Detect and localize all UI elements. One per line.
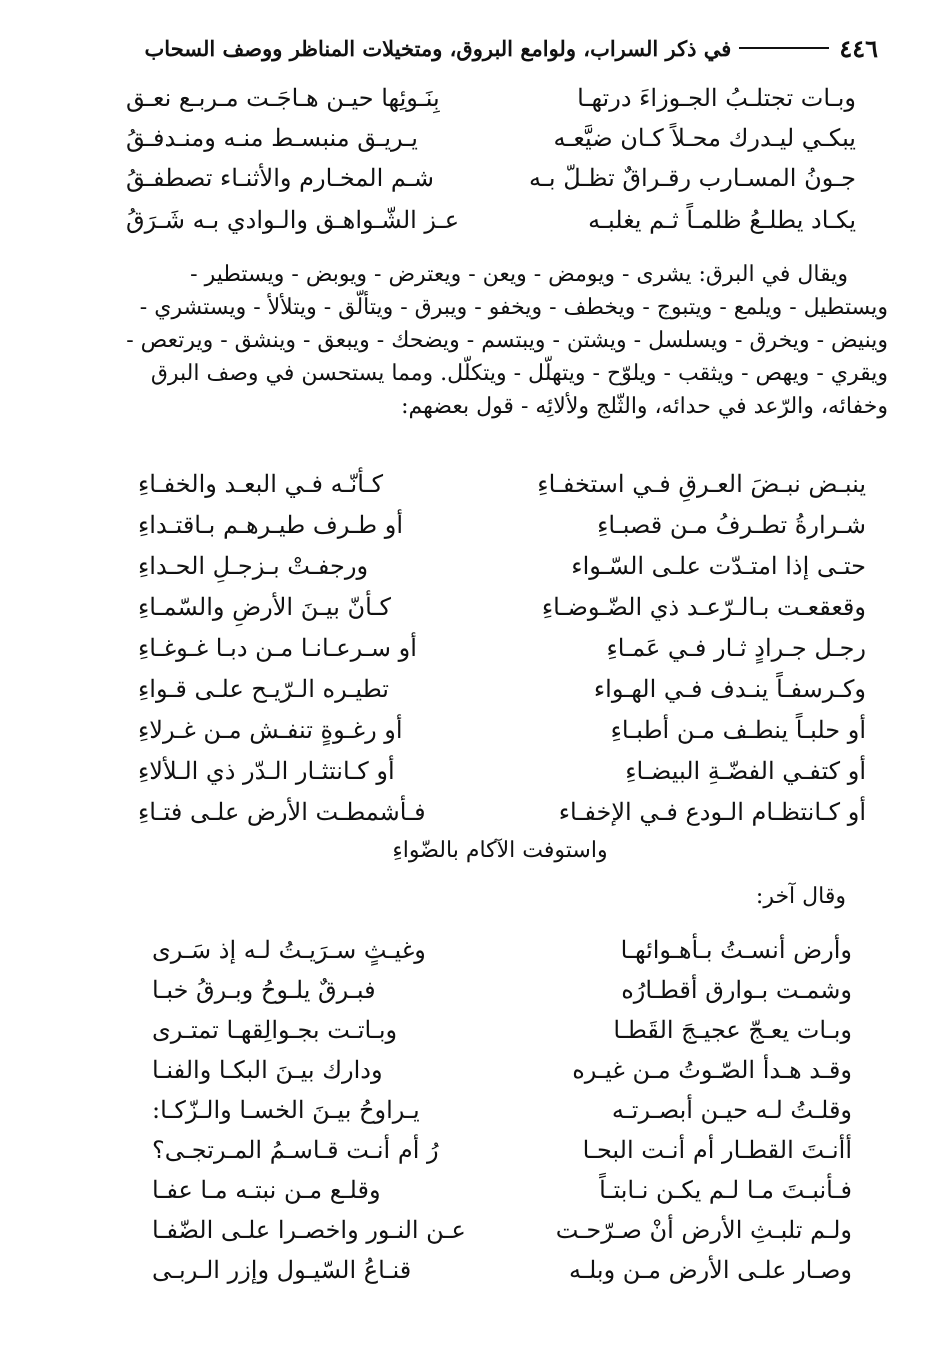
poem-couplet: [126, 84, 856, 112]
poem-couplet: [152, 1216, 852, 1244]
second-hemistich: أو طـرف طيـرهـم بـاقتـداءِ: [138, 511, 403, 539]
second-hemistich: أو سـرعـانـا مـن دبـا غـوغـاءِ: [138, 634, 417, 662]
poem-couplet: [152, 1136, 852, 1164]
first-hemistich: حتـى إذا امتـدّت علـى السّـواء: [571, 552, 866, 580]
second-hemistich: وبـاتـت بجـوالِقهـا تمتـرى: [152, 1016, 398, 1044]
second-hemistich: رُ أم أنـت قـاسـمُ المـرتجـى؟: [152, 1136, 439, 1164]
first-hemistich: وبـات يعـجّ عجيـجَ القَطـا: [613, 1016, 852, 1044]
first-hemistich: وقلـتُ لـه حيـن أبصـرتـه: [611, 1096, 852, 1124]
poem-couplet: [152, 1176, 852, 1204]
poem-couplet: [126, 124, 856, 152]
prose-line: ويقري - ويهص - ويثقب - ويلوّح - ويتهلّل - ويتكلّل. ومما يستحسن في وصف البرق: [150, 361, 888, 386]
poem-couplet: [152, 1256, 852, 1284]
second-hemistich: فـأشمطـت الأرض علـى فتـاءِ: [138, 798, 426, 826]
first-hemistich: أو كتفـي الفضّـةِ البيضـاءِ: [625, 757, 866, 785]
second-hemistich: تطيـره الـرّيـح علـى قـواءِ: [138, 675, 389, 703]
section-label: وقال آخر:: [755, 884, 846, 909]
second-hemistich: وغيـثٍ سـرَيـتُ لـه إذ سَـرى: [152, 936, 426, 964]
poem-couplet: [138, 675, 866, 703]
first-hemistich: وصـار علـى الأرض مـن وبلـه: [569, 1256, 852, 1284]
second-hemistich: يـريـق منبسـط منـه ومنـدفـقُ: [126, 124, 418, 152]
second-hemistich: أو كـانتثـار الـدّر ذي الـلألاءِ: [138, 757, 395, 785]
second-hemistich: وقلـع مـن نبتـه مـا عفـا: [152, 1176, 381, 1204]
poem-couplet: [126, 164, 856, 192]
poem-couplet: [138, 593, 866, 621]
poem-couplet: [152, 976, 852, 1004]
second-hemistich: ودارك بيـنَ البكـا والفنـا: [152, 1056, 383, 1084]
first-hemistich: شـرارةُ تطـرفُ مـن قصبـاءِ: [597, 511, 866, 539]
second-hemistich: يـراوحُ بيـنَ الخسـا والـزّكـا:: [152, 1096, 420, 1124]
first-hemistich: يكـاد يطلـعُ ظلمـاً ثـم يغلبـه: [588, 206, 856, 234]
prose-line: وينيض - ويخرق - ويسلسل - ويشتن - ويبتسم - ويضحك - ويبعق - وينشق - ويرتعص -: [126, 328, 888, 353]
first-hemistich: أو كـانتظـام الـودع فـي الإخفـاء: [558, 798, 866, 826]
prose-line: ويقال في البرق: يشرى - ويومض - ويعن - ويعترض - ويوبض - ويستطير -: [190, 262, 848, 287]
poem-couplet: [138, 716, 866, 744]
second-hemistich: شـم المخـارم والأثنـاء تصطفـقُ: [126, 164, 435, 192]
second-hemistich: قنـاعُ السّيـول وإزر الـربـى: [152, 1256, 412, 1284]
first-hemistich: ولـم تلبـثِ الأرض أنْ صـرّحـت: [555, 1216, 852, 1244]
poem-couplet: [138, 798, 866, 826]
poem-couplet: [152, 1096, 852, 1124]
first-hemistich: فـأنبـتَ مـا لـم يكـن نـابتـاً: [599, 1176, 852, 1204]
first-hemistich: أأنـتَ القطـار أم أنـت البحـا: [582, 1136, 852, 1164]
page-number: ٤٤٦: [839, 33, 878, 63]
second-hemistich: أو رغـوةٍ تنفـش مـن غـرلاءِ: [138, 716, 403, 744]
second-hemistich: ورجفـتْ بـزجـلِ الحـداءِ: [138, 552, 369, 580]
first-hemistich: وأرض أنسـتُ بـأهـوائهـا: [620, 936, 852, 964]
prose-paragraph: [112, 258, 888, 423]
first-hemistich: وشمـت بـوارق أقطـارُه: [621, 976, 852, 1004]
first-hemistich: وقـد هـدأ الصّـوتُ مـن غيـره: [572, 1056, 852, 1084]
poem-couplet: [152, 1016, 852, 1044]
first-hemistich: وبـات تجتلـبُ الجـوزاءَ درتهـا: [577, 84, 856, 112]
closing-verse: واستوفت الآكام بالضّواءِ: [392, 838, 608, 863]
page-header: [118, 30, 878, 66]
first-hemistich: وقعقعـت بـالـرّعـد ذي الضّـوضـاءِ: [541, 593, 866, 621]
poem-couplet: [138, 470, 866, 498]
prose-line: وخفائه، والرّعد في حدائه، والثّلج ولألائِه - قول بعضهم:: [401, 394, 888, 419]
poem-couplet: [126, 206, 856, 234]
poem-couplet: [138, 511, 866, 539]
first-hemistich: يبكـي ليـدرك محـلاً كـان ضيَّعـه: [553, 124, 856, 152]
second-hemistich: كـأنّـه فـي البعـد والخفـاءِ: [138, 470, 384, 498]
first-hemistich: رجـل جـرادٍ ثـار فـي عَمـاءِ: [606, 634, 866, 662]
first-hemistich: أو حلبـاً ينطـف مـن أطبـاءِ: [610, 716, 866, 744]
second-hemistich: كـأنّ بيـنَ الأرضِ والسّمـاءِ: [138, 593, 391, 621]
header-rule: [739, 47, 829, 49]
second-hemistich: بِنَـوئِها حيـن هـاجَـت مـربـع نعـق: [126, 84, 440, 112]
running-title: في ذكر السراب، ولوامع البروق، ومتخيلات المناظر ووصف السحاب: [144, 35, 732, 61]
second-hemistich: عـز الشّـواهـق والـوادي بـه شَـرَقُ: [126, 206, 460, 234]
second-hemistich: عـن النـور واخصـرا علـى الضّفـا: [152, 1216, 466, 1244]
poem-couplet: [138, 634, 866, 662]
poem-couplet: [138, 552, 866, 580]
prose-line: ويستطيل - ويلمع - ويتبوج - ويخطف - ويخفو - ويبرق - ويتألّق - ويتلألأ - ويستشري -: [139, 295, 888, 320]
second-hemistich: فبـرقٌ يلـوحُ وبـرقُ خبـا: [152, 976, 376, 1004]
poem-couplet: [138, 757, 866, 785]
poem-couplet: [152, 936, 852, 964]
first-hemistich: ينبـض نبـضَ العـرقِ فـي استخفـاءِ: [537, 470, 866, 498]
first-hemistich: وكـرسفـاً ينـدف فـي الهـواء: [593, 675, 866, 703]
poem-couplet: [152, 1056, 852, 1084]
first-hemistich: جـونُ المسـارب رقـراقٌ تظـلّ بـه: [529, 164, 856, 192]
